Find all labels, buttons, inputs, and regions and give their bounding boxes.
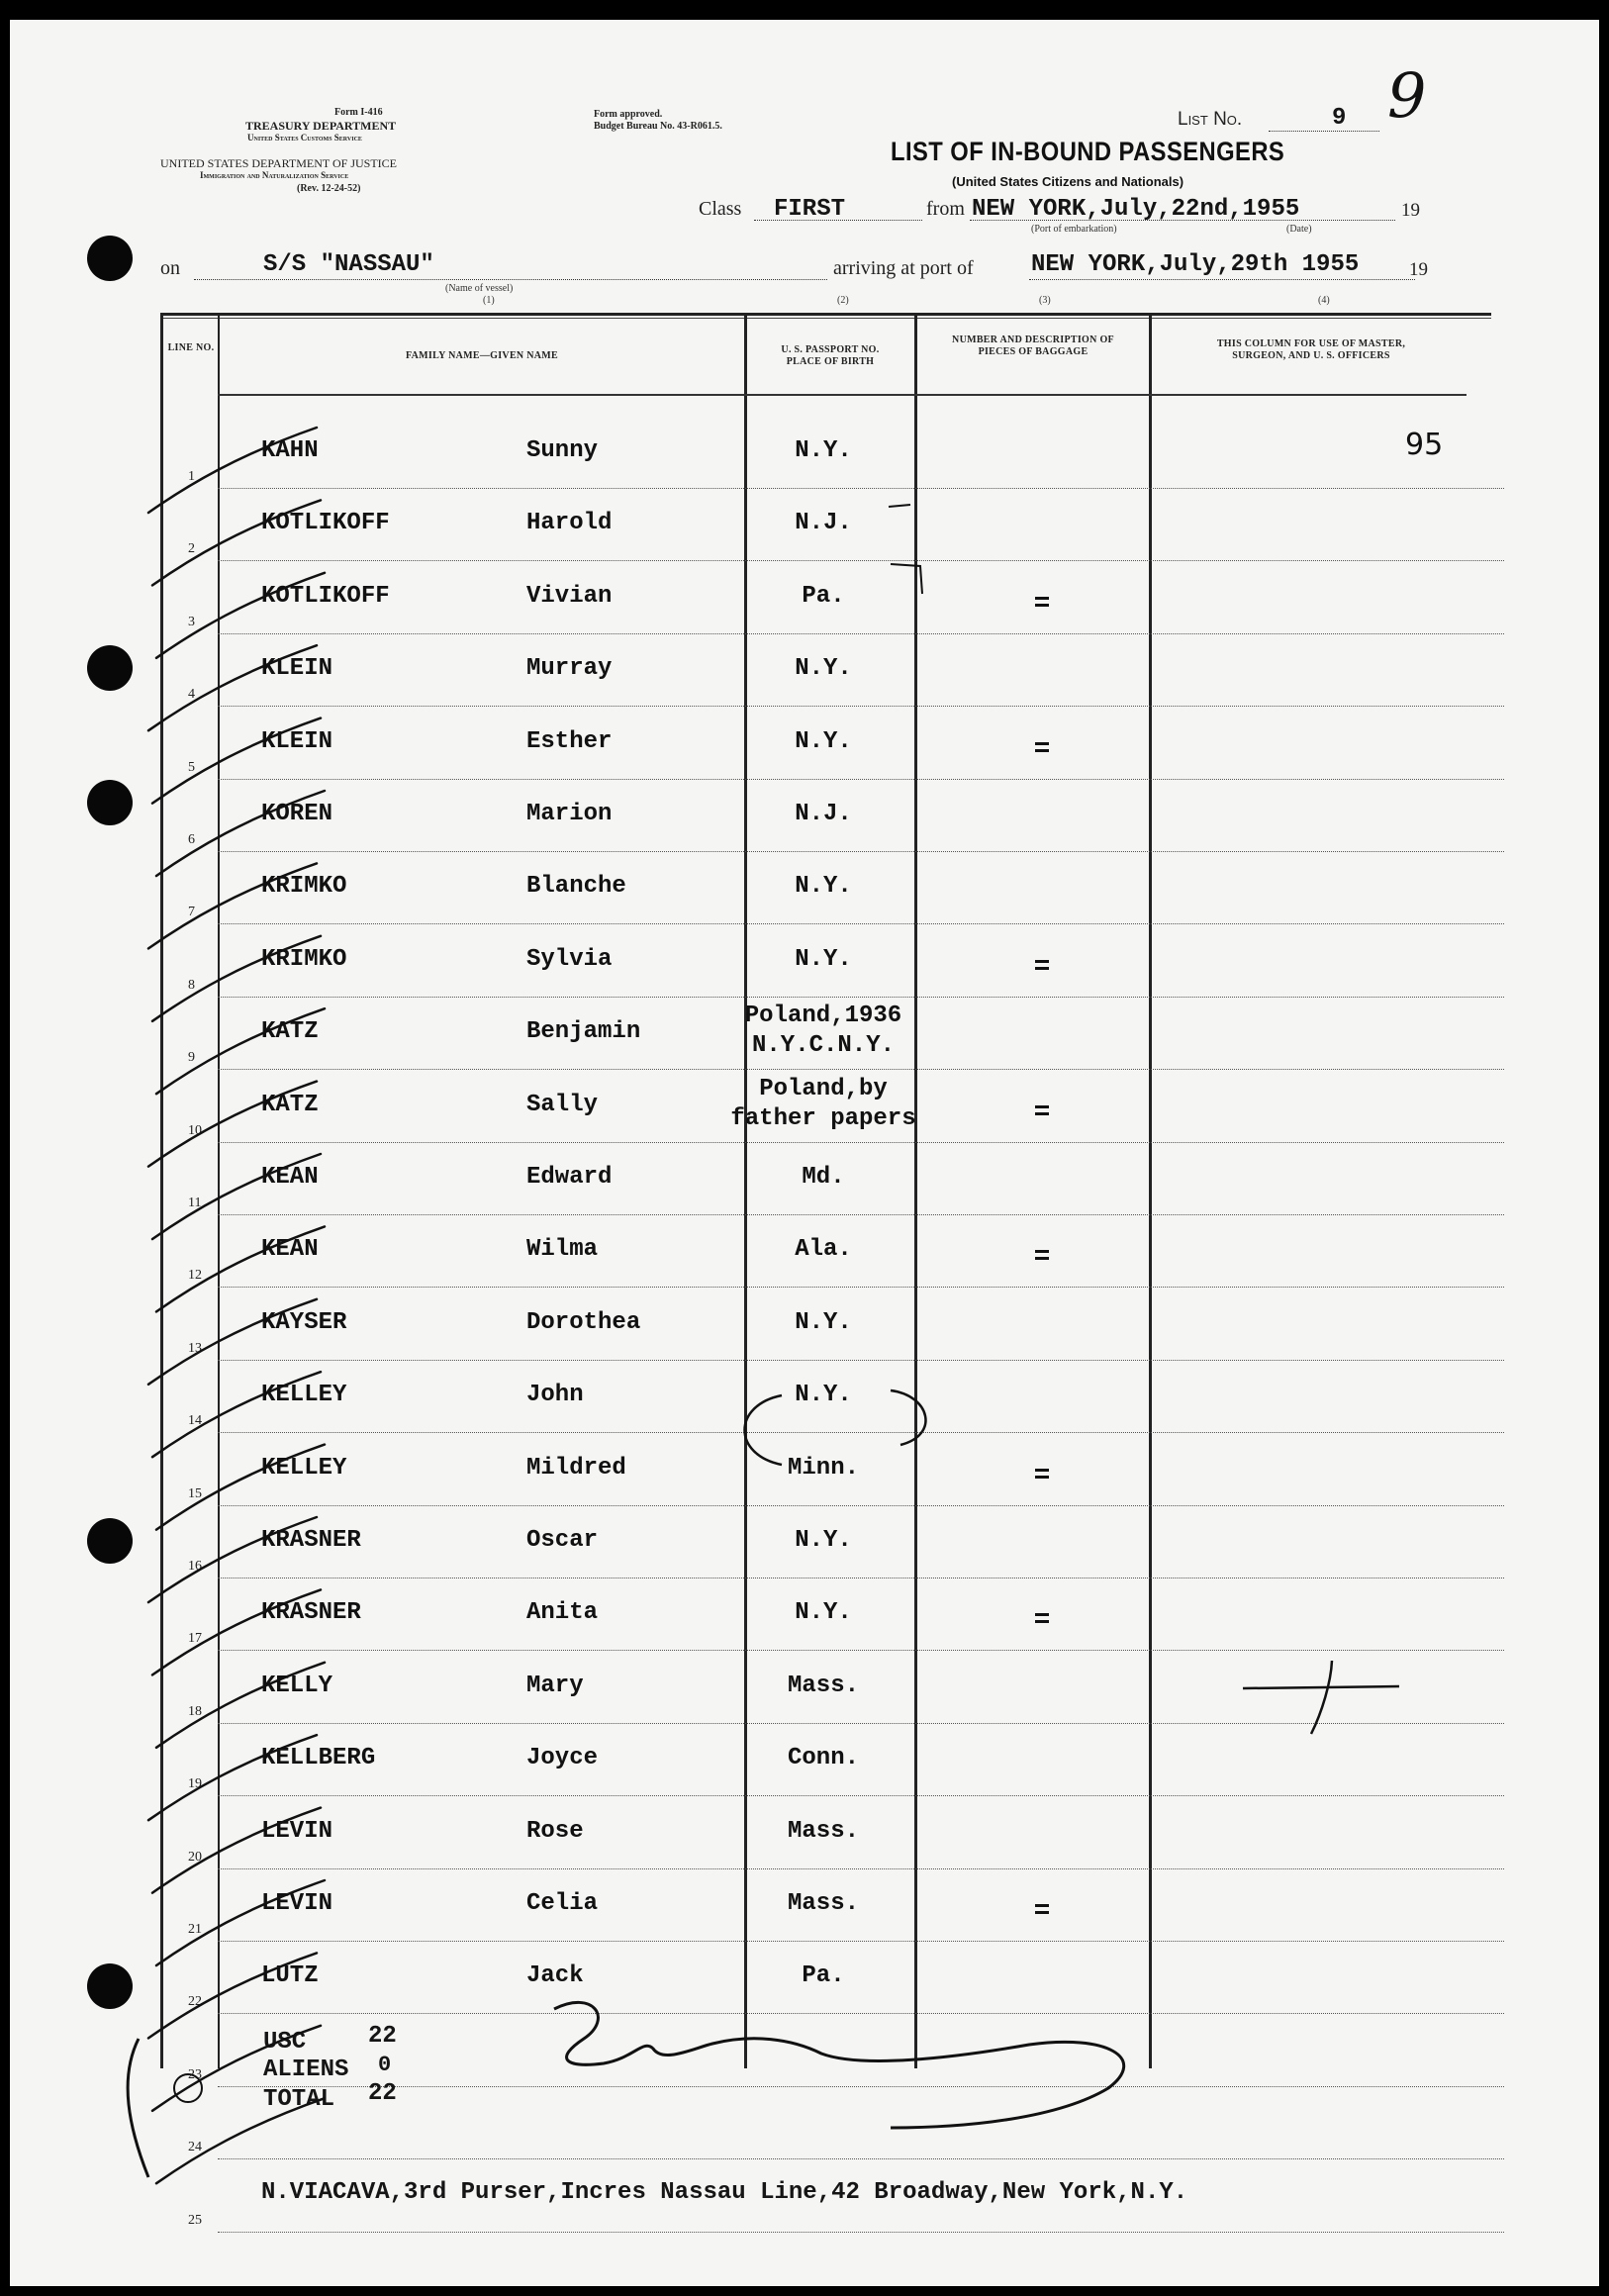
check-mark: [148, 1299, 317, 1385]
check-mark: [152, 718, 321, 804]
place-of-birth: N.Y.: [795, 945, 852, 973]
place-of-birth: Mass.: [787, 1672, 859, 1699]
check-mark: [156, 1226, 325, 1311]
place-of-birth: Pa.: [802, 582, 845, 610]
place-of-birth: Pa.: [802, 1962, 845, 1990]
place-of-birth: Minn.: [787, 1454, 859, 1482]
header-baggage: NUMBER AND DESCRIPTION OF PIECES OF BAGGAGE: [952, 335, 1114, 357]
family-name: KOTLIKOFF: [261, 582, 390, 610]
from-value: NEW YORK,July,22nd,1955: [972, 196, 1300, 223]
class-label: Class: [699, 198, 742, 220]
family-name: KOREN: [261, 801, 333, 827]
place-of-birth: Md.: [802, 1164, 845, 1191]
aliens-value: 0: [378, 2053, 392, 2077]
place-of-birth: Poland,1936: [744, 1003, 902, 1030]
given-name: Anita: [526, 1599, 599, 1627]
given-name: Mary: [526, 1672, 584, 1699]
line-number: 21: [188, 1922, 202, 1937]
line-number: 17: [188, 1631, 202, 1647]
line-number: 19: [188, 1776, 202, 1792]
check-mark: [148, 1735, 317, 1820]
corner-page-number: 9: [1387, 59, 1427, 132]
family-name: LEVIN: [261, 1817, 333, 1845]
family-name: KELLEY: [261, 1382, 347, 1409]
col1-number: (1): [483, 295, 495, 306]
from-label: from: [926, 198, 965, 220]
col3-number: (3): [1039, 295, 1051, 306]
place-of-birth: Mass.: [787, 1817, 859, 1845]
given-name: Rose: [526, 1817, 584, 1845]
check-mark: [156, 2098, 325, 2183]
given-name: Wilma: [526, 1236, 599, 1264]
header-passport: U. S. PASSPORT NO. PLACE OF BIRTH: [781, 344, 880, 367]
given-name: Oscar: [526, 1527, 599, 1554]
arriving-label: arriving at port of: [833, 257, 974, 279]
given-name: Blanche: [526, 873, 626, 901]
family-name: KATZ: [261, 1018, 319, 1046]
place-of-birth: N.J.: [795, 510, 852, 537]
department-of-justice: UNITED STATES DEPARTMENT OF JUSTICE: [160, 156, 398, 170]
place-of-birth: Poland,by: [759, 1075, 888, 1102]
given-name: John: [526, 1382, 584, 1409]
line-number: 6: [188, 832, 195, 847]
place-of-birth-line2: father papers: [730, 1104, 916, 1132]
family-name: KELLY: [261, 1672, 333, 1699]
line-number: 25: [188, 2212, 202, 2228]
line-number: 22: [188, 1994, 202, 2010]
check-mark: [148, 428, 317, 513]
family-name: LEVIN: [261, 1890, 333, 1917]
line-number: 3: [188, 614, 195, 629]
date-caption: (Date): [1286, 224, 1312, 235]
place-of-birth: Conn.: [787, 1745, 859, 1772]
purser-line: N.VIACAVA,3rd Purser,Incres Nassau Line,42 Broadway,New York,N.Y.: [261, 2179, 1188, 2206]
family-name: KRASNER: [261, 1527, 361, 1554]
given-name: Esther: [526, 727, 613, 755]
family-name: KEAN: [261, 1236, 319, 1264]
year-suffix-2: 19: [1409, 259, 1428, 280]
given-name: Dorothea: [526, 1308, 641, 1336]
check-mark: [156, 1663, 325, 1748]
vessel-caption: (Name of vessel): [445, 283, 514, 294]
list-no-label: List No.: [1178, 109, 1243, 130]
line-number: 24: [188, 2140, 202, 2155]
year-suffix-1: 19: [1401, 200, 1420, 221]
given-name: Sylvia: [526, 945, 613, 973]
line-number: 5: [188, 759, 195, 775]
on-label: on: [160, 257, 180, 279]
line-number: 14: [188, 1413, 202, 1429]
family-name: KLEIN: [261, 655, 333, 683]
page-title: LIST OF IN-BOUND PASSENGERS: [891, 137, 1285, 166]
usc-label: USC: [263, 2029, 307, 2056]
family-name: KAYSER: [261, 1308, 347, 1336]
family-name: KAHN: [261, 437, 319, 464]
check-mark: [156, 1008, 325, 1094]
class-value: FIRST: [774, 196, 846, 223]
check-mark: [156, 1445, 325, 1530]
check-mark: [156, 791, 325, 876]
family-name: KRIMKO: [261, 945, 347, 973]
page-subtitle: (United States Citizens and Nationals): [952, 174, 1184, 189]
given-name: Celia: [526, 1890, 599, 1917]
place-of-birth: Ala.: [795, 1236, 852, 1264]
officer-note: 95: [1405, 428, 1444, 462]
check-mark: [156, 573, 325, 658]
check-mark: [152, 500, 321, 585]
aliens-label: ALIENS: [263, 2057, 349, 2083]
place-of-birth: N.Y.: [795, 655, 852, 683]
given-name: Harold: [526, 510, 613, 537]
family-name: KATZ: [261, 1091, 319, 1118]
given-name: Murray: [526, 655, 613, 683]
line-number: 16: [188, 1559, 202, 1574]
place-of-birth: N.Y.: [795, 1382, 852, 1409]
line-number: 4: [188, 687, 195, 703]
family-name: KELLBERG: [261, 1745, 376, 1772]
check-mark: [148, 645, 317, 730]
given-name: Mildred: [526, 1454, 626, 1482]
check-mark: [148, 1517, 317, 1602]
header-line-no: LINE NO.: [167, 342, 215, 353]
line-number: 18: [188, 1703, 202, 1719]
col2-number: (2): [837, 295, 849, 306]
line-number: 20: [188, 1849, 202, 1865]
place-of-birth: N.Y.: [795, 1308, 852, 1336]
header-officers: THIS COLUMN FOR USE OF MASTER, SURGEON, AND U. S. OFFICERS: [1216, 338, 1406, 361]
check-mark: [156, 1880, 325, 1965]
total-value: 22: [368, 2080, 397, 2107]
treasury-department: TREASURY DEPARTMENT: [245, 119, 397, 133]
family-name: KELLEY: [261, 1454, 347, 1482]
check-mark: [148, 1082, 317, 1167]
form-number: Form I-416: [334, 107, 383, 118]
given-name: Joyce: [526, 1745, 599, 1772]
signature: [554, 2002, 1124, 2128]
place-of-birth: N.Y.: [795, 1527, 852, 1554]
given-name: Jack: [526, 1962, 584, 1990]
line-number: 2: [188, 541, 195, 557]
line-number: 10: [188, 1122, 202, 1138]
port-caption: (Port of embarkation): [1031, 224, 1117, 235]
line-number: 12: [188, 1268, 202, 1284]
family-name: KRIMKO: [261, 873, 347, 901]
list-no-value: 9: [1332, 105, 1347, 132]
total-label: TOTAL: [263, 2086, 335, 2113]
family-name: KLEIN: [261, 727, 333, 755]
form-approved: Form approved.: [594, 109, 663, 120]
family-name: KEAN: [261, 1164, 319, 1191]
col4-number: (4): [1318, 295, 1330, 306]
line-number: 23: [188, 2066, 202, 2082]
place-of-birth: N.J.: [795, 801, 852, 827]
ins-service: Immigration and Naturalization Service: [200, 170, 349, 180]
check-mark: [152, 1589, 321, 1674]
check-mark: [148, 1953, 317, 2038]
arriving-value: NEW YORK,July,29th 1955: [1031, 251, 1360, 278]
place-of-birth: N.Y.: [795, 1599, 852, 1627]
check-mark: [152, 1154, 321, 1239]
given-name: Benjamin: [526, 1018, 641, 1046]
customs-service: United States Customs Service: [247, 133, 362, 143]
budget-bureau: Budget Bureau No. 43-R061.5.: [594, 121, 722, 132]
family-name: LUTZ: [261, 1962, 319, 1990]
place-of-birth: Mass.: [787, 1890, 859, 1917]
line-number: 8: [188, 977, 195, 993]
place-of-birth: N.Y.: [795, 873, 852, 901]
line-number: 9: [188, 1050, 195, 1066]
usc-value: 22: [368, 2023, 397, 2050]
check-mark: [152, 1808, 321, 1893]
family-name: KRASNER: [261, 1599, 361, 1627]
given-name: Sally: [526, 1091, 599, 1118]
given-name: Marion: [526, 801, 613, 827]
place-of-birth-line2: N.Y.C.N.Y.: [751, 1032, 896, 1060]
given-name: Edward: [526, 1164, 613, 1191]
check-mark: [152, 936, 321, 1021]
vessel-value: S/S "NASSAU": [263, 251, 434, 278]
place-of-birth: N.Y.: [795, 727, 852, 755]
line-number: 11: [188, 1196, 202, 1210]
check-mark: [152, 1372, 321, 1457]
line-number: 13: [188, 1340, 202, 1356]
place-of-birth: N.Y.: [795, 437, 852, 464]
line-number: 15: [188, 1485, 202, 1501]
revision-date: (Rev. 12-24-52): [297, 183, 361, 194]
line-number: 7: [188, 905, 195, 920]
given-name: Vivian: [526, 582, 613, 610]
check-mark: [148, 863, 317, 948]
header-family-name: FAMILY NAME—GIVEN NAME: [405, 350, 558, 361]
family-name: KOTLIKOFF: [261, 510, 390, 537]
given-name: Sunny: [526, 437, 599, 464]
line-number: 1: [188, 469, 195, 484]
